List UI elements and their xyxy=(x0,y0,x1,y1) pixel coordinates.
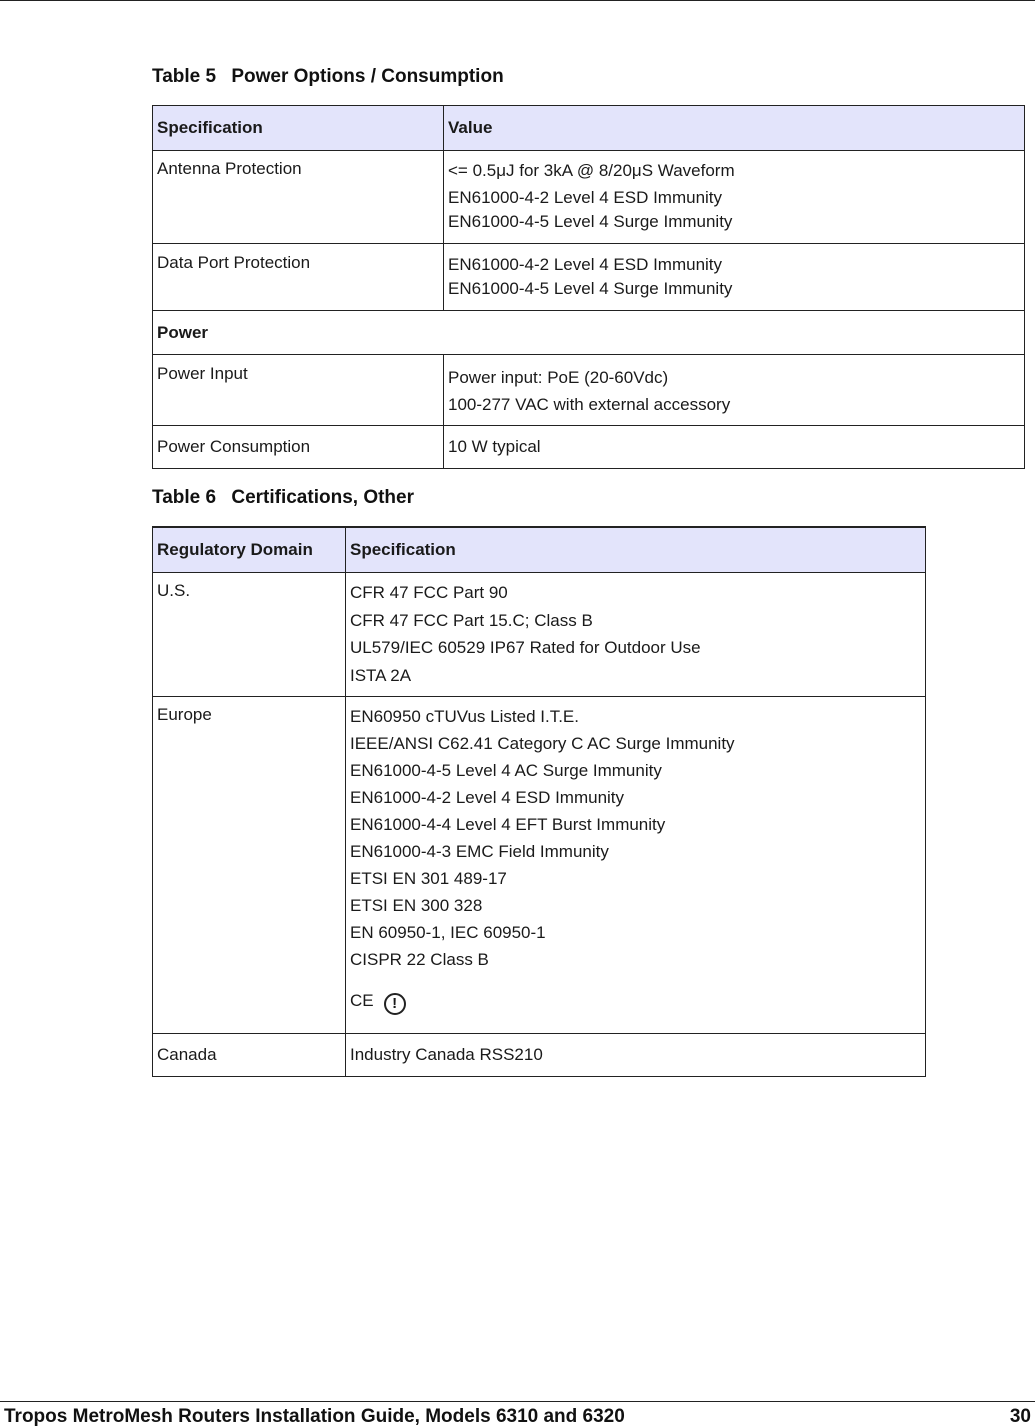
spec-line: IEEE/ANSI C62.41 Category C AC Surge Immunity xyxy=(350,734,735,753)
spec-cell: Power Input xyxy=(153,355,444,426)
table-row xyxy=(153,697,926,1034)
bottom-rule xyxy=(0,1401,1035,1402)
table-row xyxy=(153,355,1025,426)
table5-caption-number: Table 5 xyxy=(152,66,217,87)
table-row xyxy=(153,573,926,697)
value-line: 10 W typical xyxy=(448,437,541,456)
power-options-table xyxy=(152,105,1025,469)
spec-cell xyxy=(346,573,926,697)
value-line: EN61000-4-5 Level 4 Surge Immunity xyxy=(448,279,733,298)
ce-mark: CE xyxy=(350,991,374,1010)
spec-line: ISTA 2A xyxy=(350,665,412,685)
table-row xyxy=(153,1034,926,1077)
ce-mark-line xyxy=(350,987,921,1015)
spec-line: EN60950 cTUVus Listed I.T.E. xyxy=(350,707,579,726)
spec-line: Industry Canada RSS210 xyxy=(350,1045,543,1064)
spec-line: EN61000-4-3 EMC Field Immunity xyxy=(350,842,609,861)
table6-caption-number: Table 6 xyxy=(152,487,217,508)
table5-caption xyxy=(152,66,504,88)
value-cell xyxy=(444,355,1025,426)
column-header: Specification xyxy=(153,106,444,151)
value-cell xyxy=(444,151,1025,244)
spec-line: EN61000-4-2 Level 4 ESD Immunity xyxy=(350,788,625,807)
spec-line: EN61000-4-4 Level 4 EFT Burst Immunity xyxy=(350,815,666,834)
spec-line: ETSI EN 301 489-17 xyxy=(350,869,507,888)
value-cell xyxy=(444,244,1025,311)
alert-circle-icon: ! xyxy=(384,993,406,1015)
domain-cell: Canada xyxy=(153,1034,346,1077)
domain-cell: Europe xyxy=(153,697,346,1034)
column-header: Regulatory Domain xyxy=(153,527,346,573)
table5-caption-title: Power Options / Consumption xyxy=(231,66,504,87)
value-line: <= 0.5μJ for 3kA @ 8/20μS Waveform xyxy=(448,161,735,180)
spec-line: CISPR 22 Class B xyxy=(350,950,489,969)
value-line: EN61000-4-5 Level 4 Surge Immunity xyxy=(448,212,733,231)
section-row-power xyxy=(153,311,1025,355)
spec-line: ETSI EN 300 328 xyxy=(350,896,483,915)
value-line: EN61000-4-2 Level 4 ESD Immunity xyxy=(448,255,723,274)
value-line: EN61000-4-2 Level 4 ESD Immunity xyxy=(448,188,723,207)
value-line: 100-277 VAC with external accessory xyxy=(448,395,731,414)
spec-line: EN 60950-1, IEC 60950-1 xyxy=(350,923,546,942)
table-row xyxy=(153,244,1025,311)
column-header: Specification xyxy=(346,527,926,573)
spec-line: CFR 47 FCC Part 90 xyxy=(350,583,508,602)
spec-line: EN61000-4-5 Level 4 AC Surge Immunity xyxy=(350,761,662,780)
column-header: Value xyxy=(444,106,1025,151)
spec-cell xyxy=(346,1034,926,1077)
certifications-table xyxy=(152,526,926,1077)
top-rule xyxy=(0,0,1035,1)
table-header-row xyxy=(153,106,1025,151)
table-row xyxy=(153,151,1025,244)
table-header-row xyxy=(153,527,926,573)
table6-caption xyxy=(152,487,414,509)
table6-caption-title: Certifications, Other xyxy=(231,487,414,508)
value-line: Power input: PoE (20-60Vdc) xyxy=(448,368,669,387)
page-footer xyxy=(4,1406,1031,1428)
page-number: 30 xyxy=(1009,1406,1031,1427)
footer-title: Tropos MetroMesh Routers Installation Guide, Models 6310 and 6320 xyxy=(4,1406,625,1427)
spec-line: CFR 47 FCC Part 15.C; Class B xyxy=(350,610,593,630)
domain-cell: U.S. xyxy=(153,573,346,697)
spec-cell xyxy=(346,697,926,1034)
spec-cell: Antenna Protection xyxy=(153,151,444,244)
value-cell xyxy=(444,426,1025,469)
spec-line: UL579/IEC 60529 IP67 Rated for Outdoor Use xyxy=(350,638,701,657)
spec-cell: Power Consumption xyxy=(153,426,444,469)
spec-cell: Data Port Protection xyxy=(153,244,444,311)
table-row xyxy=(153,426,1025,469)
section-label: Power xyxy=(153,311,1025,355)
